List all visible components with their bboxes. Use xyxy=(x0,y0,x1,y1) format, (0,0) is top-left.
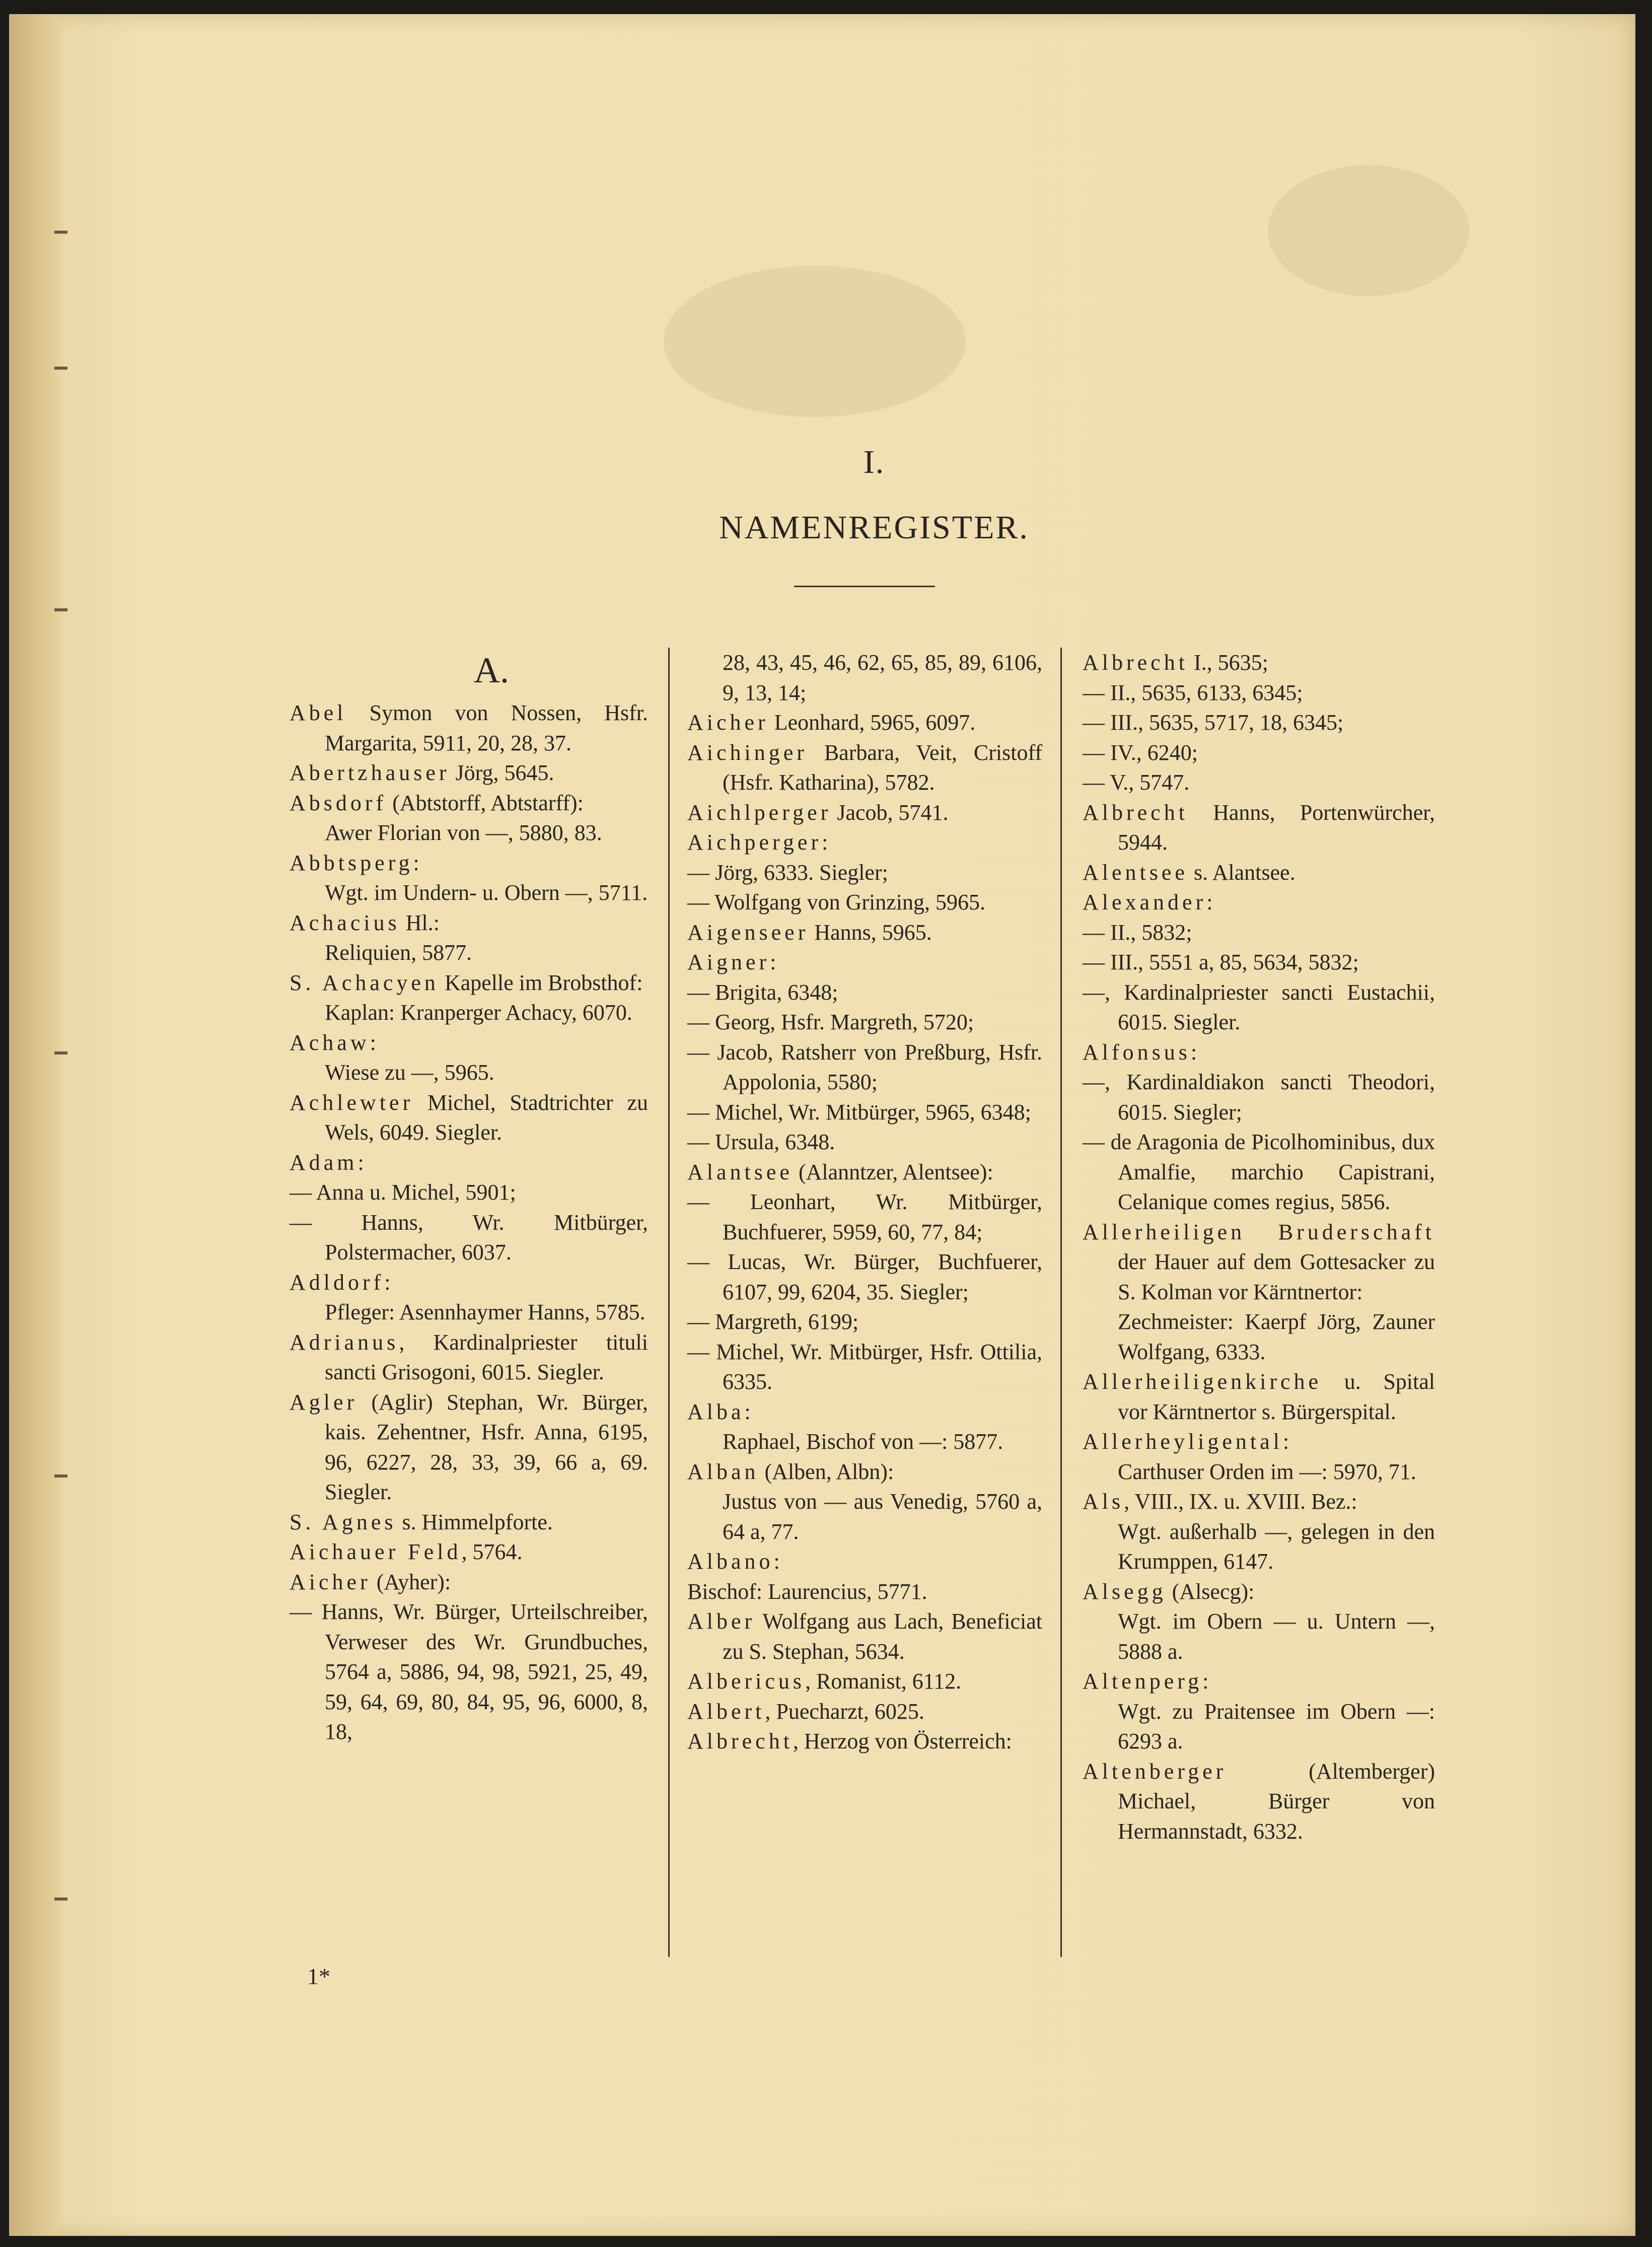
entry-text: — Ursula, 6348. xyxy=(687,1130,835,1154)
index-column-2 xyxy=(687,648,1042,1757)
entry-text: — II., 5635, 6133, 6345; xyxy=(1083,680,1303,705)
entry-text: — II., 5832; xyxy=(1083,920,1192,945)
entry-keyword: Albert xyxy=(687,1699,765,1724)
index-entry xyxy=(687,798,1042,828)
entry-keyword: Aichlperger xyxy=(687,800,832,825)
entry-text: Leonhard, 5965, 6097. xyxy=(768,710,976,735)
index-entry xyxy=(687,1097,1042,1128)
entry-keyword: Als xyxy=(1083,1489,1124,1514)
entry-text: Kapelle im Brobsthof: xyxy=(439,970,643,995)
entry-text: — V., 5747. xyxy=(1083,770,1190,795)
entry-text: Justus von — aus Venedig, 5760 a, 64 a, 77. xyxy=(723,1489,1042,1544)
index-entry xyxy=(290,908,648,938)
index-entry xyxy=(1083,1457,1435,1487)
entry-text: , Herzog von Österreich: xyxy=(793,1729,1012,1753)
page-gutter xyxy=(9,14,64,2236)
page-title: NAMENREGISTER. xyxy=(719,509,1029,546)
index-entry xyxy=(687,1247,1042,1307)
index-entry xyxy=(1083,1217,1435,1307)
entry-keyword: Albrecht xyxy=(1083,800,1188,825)
entry-keyword: Adam: xyxy=(290,1150,368,1175)
entry-text: — Leonhart, Wr. Mitbürger, Buchfuerer, 5959, 60, 77, 84; xyxy=(687,1189,1042,1244)
index-entry xyxy=(1083,1666,1435,1697)
index-entry xyxy=(1083,1127,1435,1217)
entry-text: , Kardinalpriester tituli sancti Grisogoni, 6015. Siegler. xyxy=(325,1329,648,1384)
entry-keyword: Allerheiligenkirche xyxy=(1083,1369,1322,1394)
index-entry xyxy=(687,1666,1042,1697)
entry-keyword: Altenberger xyxy=(1083,1759,1227,1784)
entry-keyword: Albrecht xyxy=(687,1729,793,1753)
index-entry xyxy=(687,708,1042,738)
entry-text: — de Aragonia de Picolhominibus, dux Amalfie, marchio Capistrani, Celanique comes regius, 5856. xyxy=(1083,1130,1435,1214)
index-entry xyxy=(1083,887,1435,918)
entry-keyword: Alber xyxy=(687,1609,756,1634)
entry-text: — III., 5551 a, 85, 5634, 5832; xyxy=(1083,950,1359,974)
entry-text: Hanns, Portenwürcher, 5944. xyxy=(1118,800,1435,855)
index-entry xyxy=(687,1037,1042,1097)
index-column-1 xyxy=(290,648,648,1747)
index-entry xyxy=(687,918,1042,948)
index-entry xyxy=(687,1397,1042,1427)
entry-keyword: Altenperg: xyxy=(1083,1669,1212,1694)
entry-text: der Hauer auf dem Gottesacker zu S. Kolman vor Kärntnertor: xyxy=(1118,1249,1435,1304)
entry-text: Zechmeister: Kaerpf Jörg, Zauner Wolfgang, 6333. xyxy=(1118,1309,1435,1364)
entry-keyword: Aigenseer xyxy=(687,920,809,945)
index-entry xyxy=(290,1507,648,1537)
index-entry xyxy=(290,698,648,758)
index-entry xyxy=(290,998,648,1028)
index-entry xyxy=(290,938,648,968)
entry-text: — Georg, Hsfr. Margreth, 5720; xyxy=(687,1010,974,1034)
binding-stitch xyxy=(54,367,67,370)
index-entry xyxy=(1083,708,1435,738)
index-entry xyxy=(290,848,648,878)
entry-keyword: Adldorf: xyxy=(290,1270,394,1295)
index-column-3 xyxy=(1083,648,1435,1846)
entry-keyword: Achaw: xyxy=(290,1030,380,1055)
index-entry xyxy=(290,1537,648,1567)
entry-text: — Hanns, Wr. Mitbürger, Polstermacher, 6037. xyxy=(290,1210,648,1265)
index-entry xyxy=(1083,1606,1435,1666)
entry-keyword: Achlewter xyxy=(290,1090,414,1115)
entry-keyword: Abbtsperg: xyxy=(290,850,423,875)
entry-keyword: Adrianus xyxy=(290,1329,399,1355)
index-entry xyxy=(1083,1517,1435,1577)
entry-text: Awer Florian von —, 5880, 83. xyxy=(325,820,602,845)
index-entry xyxy=(290,788,648,818)
entry-keyword: Aicher xyxy=(687,710,769,735)
entry-text: Wiese zu —, 5965. xyxy=(325,1060,494,1085)
entry-text: , VIII., IX. u. XVIII. Bez.: xyxy=(1124,1489,1357,1514)
letter-heading: A. xyxy=(474,650,509,690)
index-entry xyxy=(687,1127,1042,1157)
binding-stitch xyxy=(54,608,67,611)
index-entry xyxy=(1083,977,1435,1037)
entry-text: Wgt. zu Praitensee im Obern —: 6293 a. xyxy=(1118,1699,1435,1753)
entry-keyword: Achacius xyxy=(290,910,400,935)
entry-text: — Jacob, Ratsherr von Preßburg, Hsfr. Appolonia, 5580; xyxy=(687,1039,1042,1094)
index-entry xyxy=(687,1007,1042,1037)
entry-keyword: Absdorf xyxy=(290,790,387,815)
index-entry xyxy=(1083,648,1435,678)
entry-text: Wgt. im Undern- u. Obern —, 5711. xyxy=(325,880,648,905)
index-entry xyxy=(1083,1487,1435,1517)
index-entry xyxy=(687,1457,1042,1487)
entry-text: — IV., 6240; xyxy=(1083,740,1198,765)
entry-text: Carthuser Orden im —: 5970, 71. xyxy=(1118,1459,1416,1484)
entry-text: (Ayher): xyxy=(371,1569,451,1594)
binding-stitch xyxy=(54,1898,67,1901)
entry-text: (Alben, Albn): xyxy=(759,1459,894,1484)
index-entry xyxy=(687,858,1042,888)
entry-text: — Brigita, 6348; xyxy=(687,979,838,1005)
entry-text: u. Spital vor Kärntnertor s. Bürgerspital. xyxy=(1118,1369,1435,1424)
entry-text: — Michel, Wr. Mitbürger, Hsfr. Ottilia, 6335. xyxy=(687,1339,1042,1394)
entry-text: —, Kardinalpriester sancti Eustachii, 6015. Siegler. xyxy=(1083,979,1435,1034)
index-entry xyxy=(290,818,648,848)
entry-text: Bischof: Laurencius, 5771. xyxy=(687,1579,927,1604)
index-entry xyxy=(1083,767,1435,798)
entry-keyword: Allerheyligental: xyxy=(1083,1429,1293,1454)
index-entry xyxy=(1083,1307,1435,1367)
entry-text: , Romanist, 6112. xyxy=(805,1669,962,1694)
entry-text: — Lucas, Wr. Bürger, Buchfuerer, 6107, 99, 6204, 35. Siegler; xyxy=(687,1249,1042,1304)
section-number: I. xyxy=(863,444,885,480)
entry-keyword: Alsegg xyxy=(1083,1579,1167,1604)
entry-text: Hanns, 5965. xyxy=(809,920,932,945)
index-entry xyxy=(1083,1697,1435,1757)
signature-mark: 1* xyxy=(307,1963,330,1989)
entry-text: Wolfgang aus Lach, Beneficiat zu S. Stephan, 5634. xyxy=(723,1609,1042,1664)
index-entry xyxy=(1083,1577,1435,1607)
index-entry xyxy=(687,977,1042,1008)
entry-text: — III., 5635, 5717, 18, 6345; xyxy=(1083,710,1344,735)
entry-text: (Aglir) Stephan, Wr. Bürger, kais. Zehentner, Hsfr. Anna, 6195, 96, 6227, 28, 33, 39, 66 a, 69. Siegler. xyxy=(325,1389,648,1504)
binding-stitch xyxy=(54,231,67,234)
entry-keyword: Aichperger: xyxy=(687,830,832,855)
entry-text: Raphael, Bischof von —: 5877. xyxy=(723,1429,1003,1454)
index-entry xyxy=(1083,798,1435,858)
entry-text: 28, 43, 45, 46, 62, 65, 85, 89, 6106, 9, 13, 14; xyxy=(723,650,1042,705)
entry-text: — Michel, Wr. Mitbürger, 5965, 6348; xyxy=(687,1099,1031,1125)
entry-text: — Jörg, 6333. Siegler; xyxy=(687,860,888,885)
paper-stain xyxy=(664,266,966,417)
index-entry xyxy=(687,1307,1042,1337)
index-entry xyxy=(687,887,1042,918)
index-entry xyxy=(290,1597,648,1747)
entry-text: (Alsecg): xyxy=(1166,1579,1255,1604)
entry-keyword: Alfonsus: xyxy=(1083,1039,1201,1065)
column-divider xyxy=(1060,648,1062,1957)
entry-text: — Hanns, Wr. Bürger, Urteilschreiber, Verweser des Wr. Grundbuches, 5764 a, 5886, 94, 98, 5921, 25, 49, 59, 64, 69, 80, 84, 95, 96, 6000, 8, 18, xyxy=(290,1599,648,1744)
entry-text: Wgt. im Obern — u. Untern —, 5888 a. xyxy=(1118,1609,1435,1664)
title-divider xyxy=(794,586,935,587)
index-entry xyxy=(1083,1427,1435,1457)
index-entry xyxy=(687,1427,1042,1457)
entry-text: Barbara, Veit, Cristoff (Hsfr. Katharina), 5782. xyxy=(723,740,1042,795)
paper-stain xyxy=(1268,165,1469,296)
index-entry xyxy=(687,1337,1042,1397)
index-entry xyxy=(290,1297,648,1327)
entry-text: (Altemberger) Michael, Bürger von Hermannstadt, 6332. xyxy=(1118,1759,1435,1844)
index-entry xyxy=(1083,1757,1435,1847)
entry-text: Michel, Stadtrichter zu Wels, 6049. Siegler. xyxy=(325,1090,648,1145)
index-entry xyxy=(1083,1037,1435,1068)
index-entry xyxy=(290,1327,648,1387)
index-entry xyxy=(687,1187,1042,1247)
index-entry xyxy=(1083,678,1435,708)
binding-stitch xyxy=(54,1051,67,1055)
index-entry xyxy=(290,758,648,788)
entry-text: Symon von Nossen, Hsfr. Margarita, 5911, 20, 28, 37. xyxy=(325,700,648,755)
entry-keyword: Alantsee xyxy=(687,1159,793,1184)
entry-keyword: Aicher xyxy=(290,1569,371,1594)
entry-text: (Alanntzer, Alentsee): xyxy=(793,1159,993,1184)
entry-keyword: Abertzhauser xyxy=(290,760,450,785)
entry-text: s. Himmelpforte. xyxy=(396,1509,553,1534)
entry-keyword: Agler xyxy=(290,1389,358,1415)
entry-keyword: Alba: xyxy=(687,1399,754,1424)
entry-text: I., 5635; xyxy=(1188,650,1268,675)
index-entry xyxy=(1083,947,1435,977)
index-entry xyxy=(290,1058,648,1088)
entry-text: Kaplan: Kranperger Achacy, 6070. xyxy=(325,1000,632,1025)
index-entry xyxy=(1083,738,1435,768)
index-entry xyxy=(687,1726,1042,1757)
index-entry xyxy=(1083,858,1435,888)
index-entry xyxy=(290,1177,648,1208)
entry-text: Wgt. außerhalb —, gelegen in den Krumppen, 6147. xyxy=(1118,1519,1435,1574)
index-entry xyxy=(687,738,1042,798)
entry-text: — Anna u. Michel, 5901; xyxy=(290,1180,516,1205)
entry-keyword: Alexander: xyxy=(1083,890,1216,915)
entry-text: — Margreth, 6199; xyxy=(687,1309,859,1334)
index-entry xyxy=(687,827,1042,858)
index-entry xyxy=(687,648,1042,708)
index-entry xyxy=(687,1697,1042,1727)
index-entry xyxy=(1083,918,1435,948)
entry-text: Hl.: xyxy=(400,910,440,935)
index-entry xyxy=(687,947,1042,977)
entry-keyword: Allerheiligen Bruderschaft xyxy=(1083,1219,1435,1244)
index-entry xyxy=(290,1567,648,1597)
entry-text: (Abtstorff, Abtstarff): xyxy=(387,790,584,815)
entry-text: , Puecharzt, 6025. xyxy=(765,1699,924,1724)
entry-keyword: Aichinger xyxy=(687,740,808,765)
entry-keyword: Alentsee xyxy=(1083,860,1188,885)
index-entry xyxy=(687,1606,1042,1666)
entry-keyword: S. Achacyen xyxy=(290,970,439,995)
entry-keyword: S. Agnes xyxy=(290,1509,397,1534)
entry-keyword: Aichauer Feld xyxy=(290,1539,462,1564)
index-entry xyxy=(687,1157,1042,1187)
entry-text: Pfleger: Asennhaymer Hanns, 5785. xyxy=(325,1300,645,1324)
binding-stitch xyxy=(54,1474,67,1478)
entry-text: Reliquien, 5877. xyxy=(325,940,472,965)
index-entry xyxy=(687,1577,1042,1607)
entry-keyword: Alban xyxy=(687,1459,759,1484)
index-entry xyxy=(1083,1367,1435,1427)
index-entry xyxy=(290,1148,648,1178)
entry-text: — Wolfgang von Grinzing, 5965. xyxy=(687,890,986,915)
index-entry xyxy=(290,968,648,998)
entry-keyword: Albericus xyxy=(687,1669,806,1694)
index-entry xyxy=(290,1088,648,1148)
index-entry xyxy=(687,1547,1042,1577)
entry-keyword: Albrecht xyxy=(1083,650,1188,675)
entry-keyword: Albano: xyxy=(687,1549,783,1574)
index-entry xyxy=(290,878,648,908)
entry-keyword: Abel xyxy=(290,700,347,725)
index-entry xyxy=(290,1028,648,1058)
entry-text: Jacob, 5741. xyxy=(831,800,949,825)
index-entry xyxy=(290,1208,648,1268)
index-entry xyxy=(1083,1067,1435,1127)
entry-keyword: Aigner: xyxy=(687,950,780,974)
index-entry xyxy=(290,1268,648,1298)
entry-text: s. Alantsee. xyxy=(1188,860,1296,885)
entry-text: , 5764. xyxy=(461,1539,523,1564)
entry-text: Jörg, 5645. xyxy=(450,760,554,785)
index-entry xyxy=(290,1387,648,1507)
index-entry xyxy=(687,1487,1042,1547)
column-divider xyxy=(668,648,670,1957)
entry-text: —, Kardinaldiakon sancti Theodori, 6015. Siegler; xyxy=(1083,1070,1435,1125)
